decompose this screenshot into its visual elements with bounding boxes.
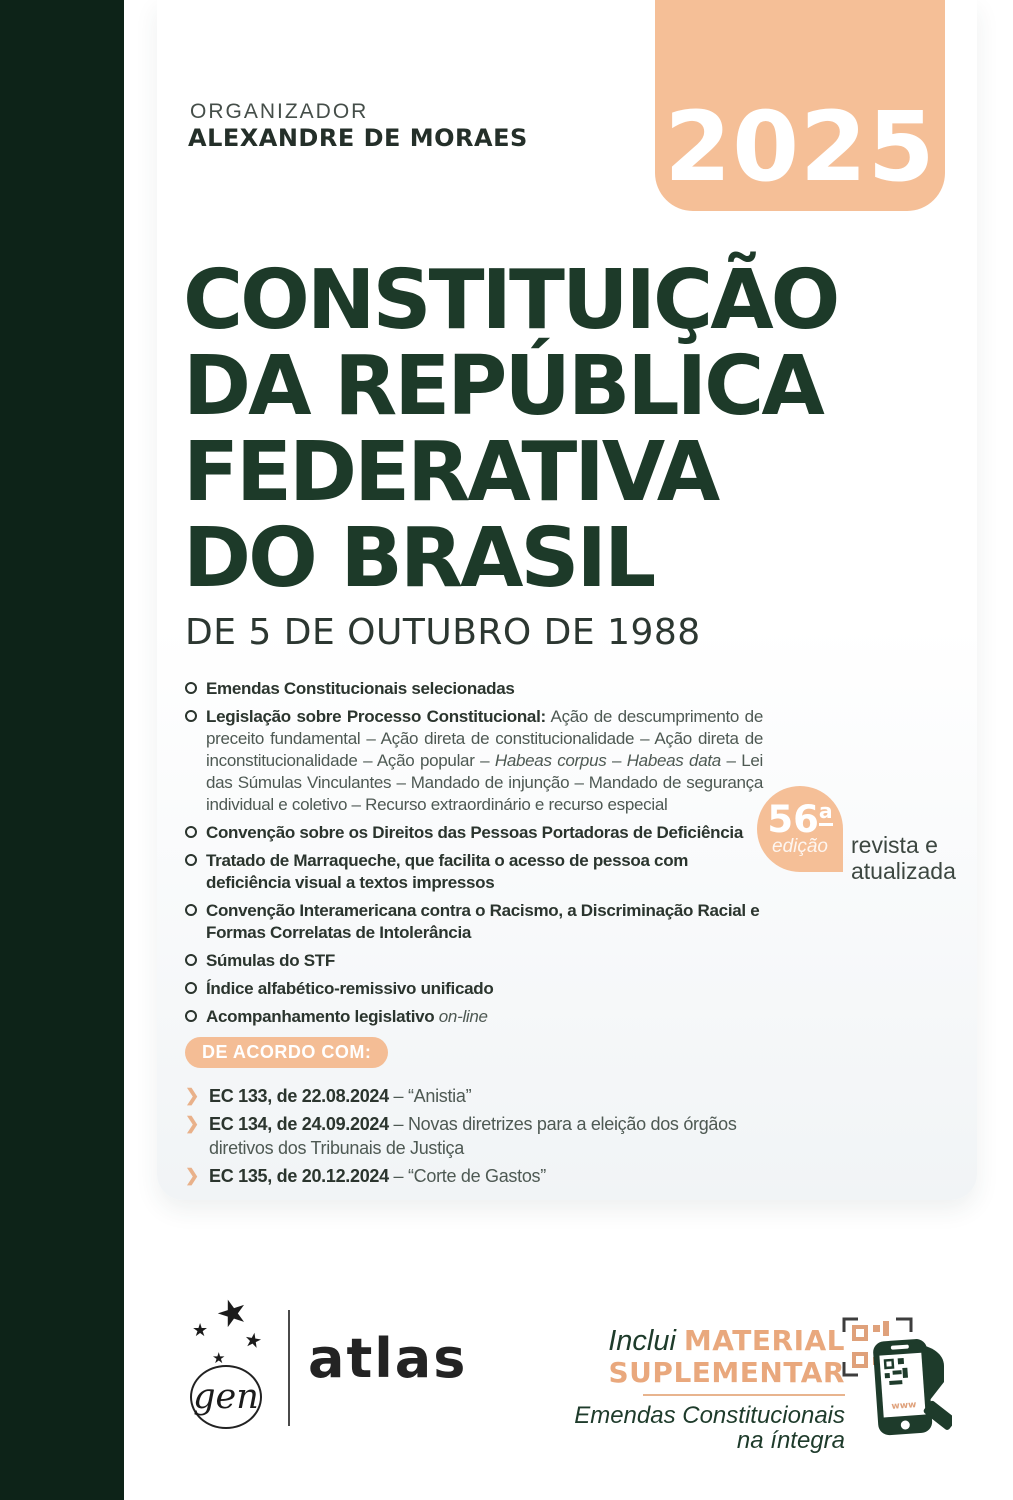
list-item: [185, 900, 763, 944]
supplement-line1: Emendas Constitucionais: [574, 1401, 845, 1429]
year-badge: [655, 0, 945, 211]
feature-italic: on-line: [438, 1007, 488, 1026]
supplement-underline: [643, 1394, 845, 1396]
list-item: [185, 950, 763, 972]
feature-text: Convenção sobre os Direitos das Pessoas Portadoras de Deficiência: [206, 823, 743, 842]
amendment-desc: “Corte de Gastos”: [407, 1166, 546, 1186]
phone-body: [872, 1338, 932, 1436]
feature-text: Súmulas do STF: [206, 951, 335, 970]
gen-logo-text: gen: [193, 1377, 259, 1417]
feature-text: Emendas Constitucionais selecionadas: [206, 679, 515, 698]
edition-number: 56: [767, 797, 819, 841]
chevron-icon: ❯: [185, 1166, 199, 1185]
list-item: [185, 978, 763, 1000]
gen-publisher-logo: [186, 1288, 286, 1435]
title-line: DA REPÚBLICA: [183, 339, 822, 434]
feature-italic: Habeas corpus: [494, 751, 607, 770]
list-item: [185, 678, 763, 700]
supplement-block: [574, 1326, 845, 1453]
accordance-badge-text: DE ACORDO COM:: [202, 1042, 372, 1062]
supplement-suplementar: SUPLEMENTAR: [608, 1356, 845, 1390]
bullet-icon: [185, 854, 197, 866]
feature-text: – Lei das Súmulas Vinculantes – Mandado de injunção – Mandado de segurança individual e coletivo – Recurso extraordinário e recurso especial: [206, 751, 763, 814]
chevron-icon: ❯: [185, 1114, 199, 1133]
www-label: www: [891, 1400, 917, 1412]
amendment-ref: EC 135, de 20.12.2024: [209, 1166, 389, 1186]
feature-list: [185, 678, 763, 1028]
amendment-ref: EC 133, de 22.08.2024: [209, 1086, 389, 1106]
amendment-desc: “Anistia”: [407, 1086, 472, 1106]
bullet-icon: [185, 982, 197, 994]
list-item: [185, 1006, 763, 1028]
title-line: CONSTITUIÇÃO: [183, 253, 838, 348]
book-title: [183, 253, 963, 606]
bullet-icon: [185, 826, 197, 838]
feature-text: Tratado de Marraqueche, que facilita o acesso de pessoa com deficiência visual a textos impressos: [206, 851, 689, 892]
list-item: [185, 850, 763, 894]
atlas-publisher-logo: atlas: [308, 1327, 468, 1390]
amendment-desc: Novas diretrizes para a eleição dos órgãos diretivos dos Tribunais de Justiça: [209, 1114, 737, 1158]
year-badge-text: 2025: [664, 91, 936, 203]
gen-logo-circle: [190, 1365, 262, 1429]
edition-note: revista e atualizada: [851, 832, 956, 884]
bullet-icon: [185, 954, 197, 966]
star-icon: ★: [242, 1328, 264, 1354]
edition-badge: [757, 786, 843, 872]
book-subtitle: DE 5 DE OUTUBRO DE 1988: [185, 612, 701, 653]
supplement-material: MATERIAL: [683, 1324, 845, 1357]
accordance-badge: [185, 1037, 388, 1068]
supplement-line2: na íntegra: [736, 1427, 845, 1455]
left-green-band: [0, 0, 124, 1500]
organizer-label: ORGANIZADOR: [190, 100, 369, 123]
amendment-list: [185, 1084, 777, 1188]
supplement-inclui: Inclui: [608, 1325, 676, 1357]
star-icon: ★: [212, 1350, 226, 1367]
feature-lead: Legislação sobre Processo Constitucional:: [206, 707, 546, 726]
feature-text: Convenção Interamericana contra o Racismo, a Discriminação Racial e Formas Correlatas de Intolerância: [206, 901, 760, 942]
star-icon: ★: [192, 1320, 209, 1340]
bullet-icon: [185, 904, 197, 916]
amendment-ref: EC 134, de 24.09.2024: [209, 1114, 389, 1134]
feature-text: Índice alfabético-remissivo unificado: [206, 979, 494, 998]
author-name: ALEXANDRE DE MORAES: [188, 124, 528, 152]
list-item: ❯ EC 133, de 22.08.2024 – “Anistia”: [185, 1086, 472, 1106]
list-item: [185, 822, 763, 844]
phone-qr-icon: [840, 1312, 952, 1449]
list-item: ❯ EC 135, de 20.12.2024 – “Corte de Gastos”: [185, 1166, 546, 1186]
edition-ordinal: a: [819, 799, 833, 826]
title-line: FEDERATIVA: [183, 425, 718, 520]
bullet-icon: [185, 682, 197, 694]
bullet-icon: [185, 710, 197, 722]
title-line: DO BRASIL: [183, 511, 654, 606]
feature-italic: Habeas data: [626, 751, 721, 770]
edition-label: edição: [772, 835, 828, 857]
star-icon: ★: [210, 1288, 254, 1338]
chevron-icon: ❯: [185, 1086, 199, 1105]
list-item: ❯ EC 134, de 24.09.2024 – Novas diretrizes para a eleição dos órgãos diretivos dos Tribunais de Justiça: [185, 1114, 737, 1158]
logo-divider: [288, 1310, 290, 1426]
bullet-icon: [185, 1010, 197, 1022]
feature-text: Ação de descumprimento de preceito fundamental – Ação direta de constitucionalidade – Ação direta de inconstitucionalidade – Ação popular –: [206, 707, 763, 770]
feature-text: Acompanhamento legislativo: [206, 1007, 439, 1026]
list-item: Legislação sobre Processo Constitucional: Ação de descumprimento de preceito fundamental – Ação direta de constitucionalidade – Ação direta de inconstitucionalidade – Ação popular – Habeas corpus – Habeas data – Lei das Súmulas Vinculantes – Mandado de injunção – Mandado de segurança individual e coletivo – Recurso extraordinário e recurso especial: [185, 706, 763, 816]
